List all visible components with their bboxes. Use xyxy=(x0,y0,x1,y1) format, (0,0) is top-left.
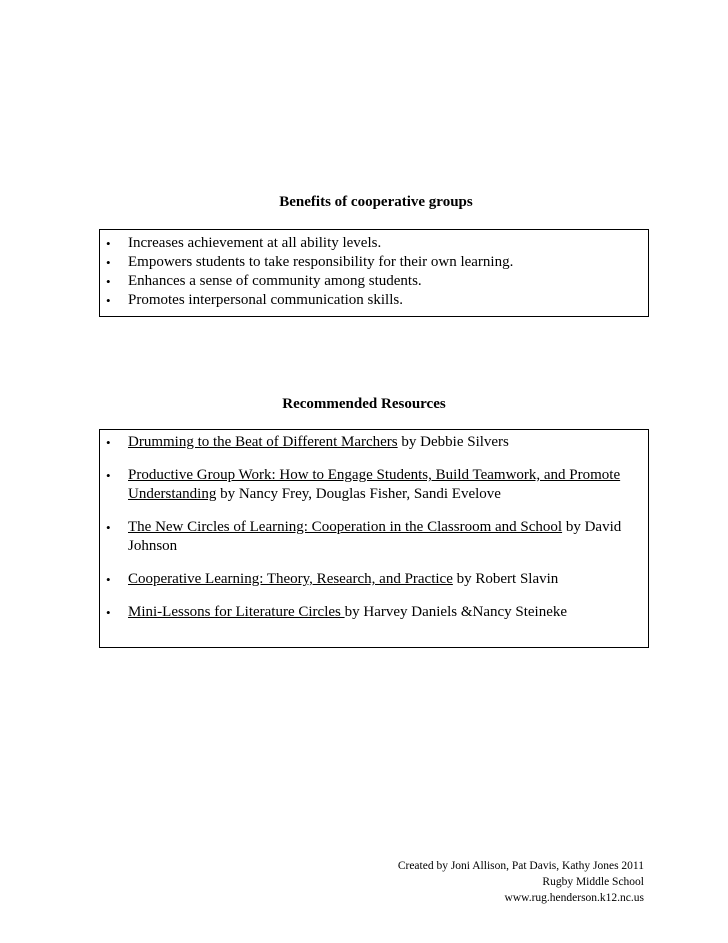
resource-title: Mini-Lessons for Literature Circles xyxy=(128,604,345,620)
bullet-icon: • xyxy=(106,236,111,251)
footer-authors: Created by Joni Allison, Pat Davis, Kathy Jones 2011 xyxy=(397,860,644,872)
bullet-icon: • xyxy=(106,572,111,587)
resources-box xyxy=(99,429,649,648)
bullet-icon: • xyxy=(106,520,111,535)
resource-item xyxy=(100,603,648,622)
bullet-icon: • xyxy=(106,605,111,620)
bullet-icon: • xyxy=(106,293,111,308)
footer-credits xyxy=(398,858,644,906)
resource-author: by David Johnson xyxy=(128,519,622,554)
bullet-icon: • xyxy=(106,468,111,483)
resource-author: by Harvey Daniels &Nancy Steineke xyxy=(344,604,568,620)
benefit-item: • Increases achievement at all ability levels. xyxy=(106,235,382,251)
benefits-heading: Benefits of cooperative groups xyxy=(279,194,473,210)
resource-title: Productive Group Work: How to Engage Students, Build Teamwork, and Promote Understanding xyxy=(128,467,621,502)
resources-list xyxy=(100,433,648,622)
footer-school: Rugby Middle School xyxy=(542,876,644,888)
resource-title: Cooperative Learning: Theory, Research, and Practice xyxy=(128,571,453,587)
resource-item xyxy=(100,466,648,504)
bullet-icon: • xyxy=(106,255,111,270)
benefit-item: • Promotes interpersonal communication skills. xyxy=(106,292,403,308)
bullet-icon: • xyxy=(106,274,111,289)
footer-website: www.rug.henderson.k12.nc.us xyxy=(504,892,644,904)
resources-heading: Recommended Resources xyxy=(282,396,446,412)
benefit-item: • Enhances a sense of community among students. xyxy=(106,273,422,289)
resource-item xyxy=(100,570,648,589)
resource-item xyxy=(100,433,648,452)
resource-title: Drumming to the Beat of Different Marchers xyxy=(128,434,398,450)
benefits-list xyxy=(100,234,648,310)
resource-item xyxy=(100,518,648,556)
resource-author: by Robert Slavin xyxy=(452,571,559,587)
resource-author: by Debbie Silvers xyxy=(397,434,509,450)
resource-author: by Nancy Frey, Douglas Fisher, Sandi Evelove xyxy=(216,486,501,502)
benefit-item: • Empowers students to take responsibility for their own learning. xyxy=(106,254,514,270)
resource-title: The New Circles of Learning: Cooperation in the Classroom and School xyxy=(128,519,563,535)
bullet-icon: • xyxy=(106,435,111,450)
benefits-box xyxy=(99,229,649,317)
